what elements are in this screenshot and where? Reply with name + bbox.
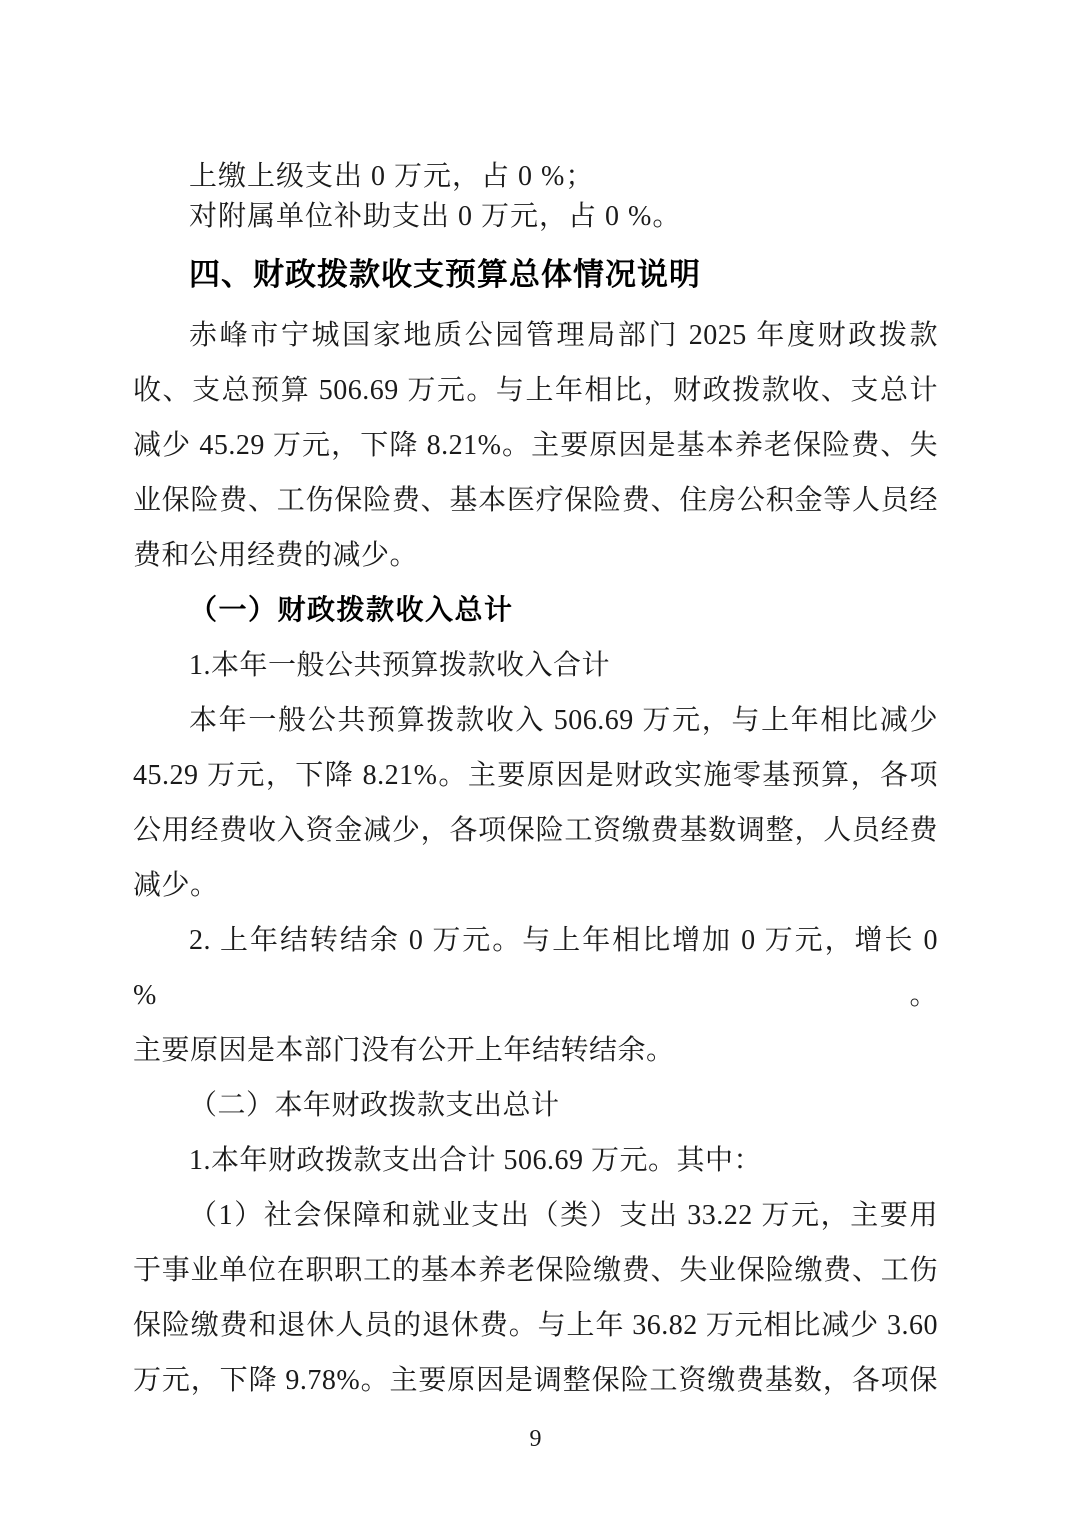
overview-line-4: 业保险费、工伤保险费、基本医疗保险费、住房公积金等人员经 — [133, 485, 938, 516]
overview-line-1: 赤峰市宁城国家地质公园管理局部门 2025 年度财政拨款 — [189, 320, 938, 351]
section-4-heading: 四、财政拨款收支预算总体情况说明 — [189, 257, 701, 292]
expense-subheading: （二）本年财政拨款支出总计 — [189, 1090, 560, 1121]
carryover-upper-level-line: 上缴上级支出 0 万元，占 0 %； — [189, 161, 595, 192]
social-security-line-2: 于事业单位在职职工的基本养老保险缴费、失业保险缴费、工伤 — [133, 1255, 938, 1286]
social-security-line-3: 保险缴费和退休人员的退休费。与上年 36.82 万元相比减少 3.60 — [133, 1310, 938, 1341]
social-security-line-4: 万元，下降 9.78%。主要原因是调整保险工资缴费基数，各项保 — [133, 1365, 938, 1396]
income-line-4: 减少。 — [133, 870, 219, 901]
expense-item-title: 1.本年财政拨款支出合计 506.69 万元。其中： — [189, 1145, 763, 1176]
overview-line-2: 收、支总预算 506.69 万元。与上年相比，财政拨款收、支总计 — [133, 375, 938, 406]
social-security-line-1: （1）社会保障和就业支出（类）支出 33.22 万元，主要用 — [189, 1200, 938, 1231]
income-item-title: 1.本年一般公共预算拨款收入合计 — [189, 650, 611, 681]
income-line-1: 本年一般公共预算拨款收入 506.69 万元，与上年相比减少 — [189, 705, 938, 736]
overview-line-5: 费和公用经费的减少。 — [133, 540, 419, 571]
income-line-2: 45.29 万元，下降 8.21%。主要原因是财政实施零基预算，各项 — [133, 760, 938, 791]
carryover-affiliate-line: 对附属单位补助支出 0 万元，占 0 %。 — [189, 201, 682, 232]
page-number: 9 — [529, 1426, 542, 1452]
income-subheading: （一）财政拨款收入总计 — [189, 595, 514, 626]
carryforward-line-1: 2. 上年结转结余 0 万元。与上年相比增加 0 万元，增长 0 %。 — [133, 925, 938, 1011]
income-line-3: 公用经费收入资金减少，各项保险工资缴费基数调整，人员经费 — [133, 815, 938, 846]
carryforward-line-2: 主要原因是本部门没有公开上年结转结余。 — [133, 1035, 675, 1066]
document-content — [133, 0, 938, 1454]
overview-line-3: 减少 45.29 万元，下降 8.21%。主要原因是基本养老保险费、失 — [133, 430, 938, 461]
